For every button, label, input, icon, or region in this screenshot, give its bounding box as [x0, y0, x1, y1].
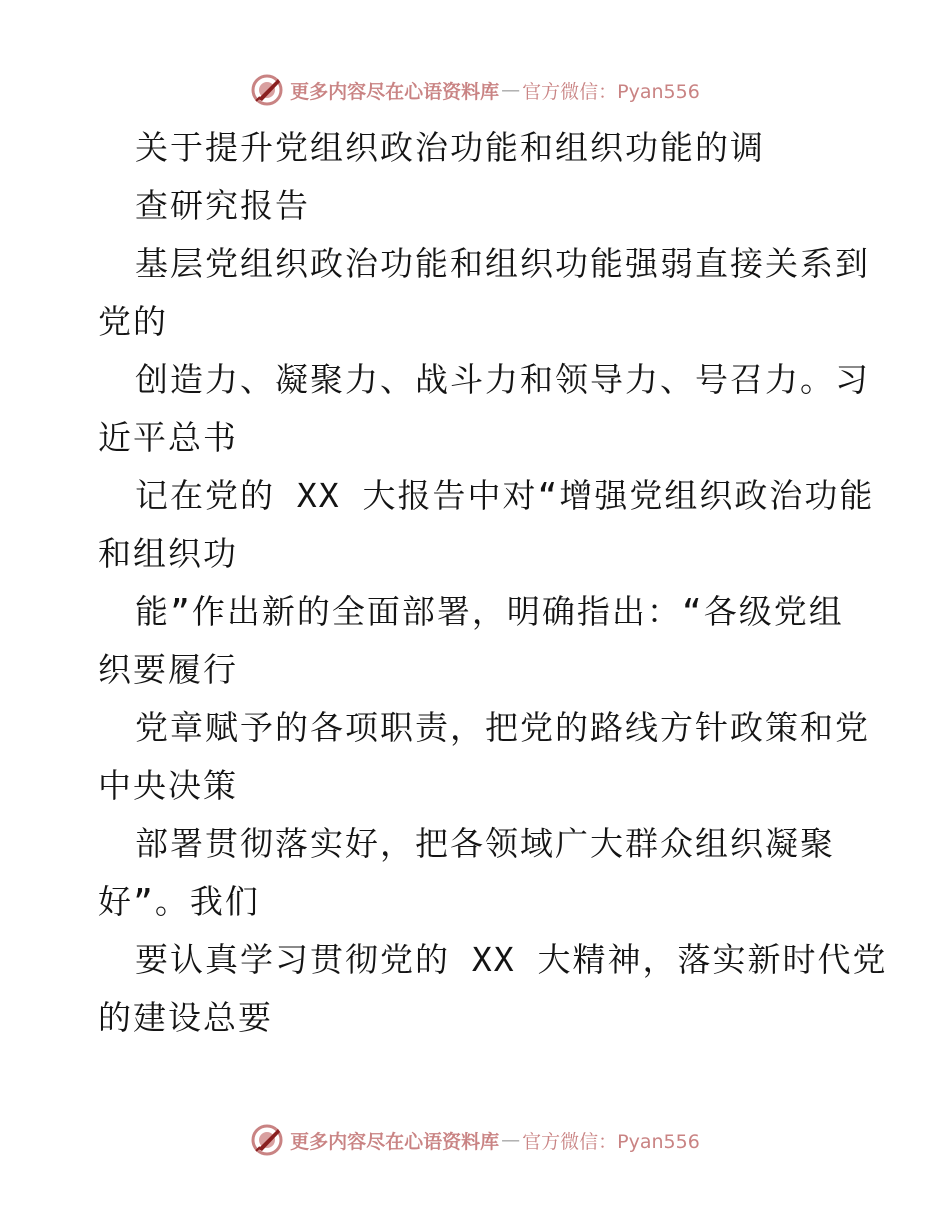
text-line: 织要履行: [98, 650, 238, 689]
text-line: 要认真学习贯彻党的 XX 大精神，落实新时代党: [135, 940, 888, 979]
quill-logo-icon: [250, 73, 284, 107]
text-line: 查研究报告: [135, 186, 310, 225]
quill-logo-icon: [250, 1123, 284, 1157]
text-line: 近平总书: [98, 418, 238, 457]
text-line: 部署贯彻落实好，把各领域广大群众组织凝聚: [135, 824, 835, 863]
text-line: 党章赋予的各项职责，把党的路线方针政策和党: [135, 708, 870, 747]
watermark-wechat-text: 官方微信：Pyan556: [522, 1130, 700, 1153]
text-line: 记在党的 XX 大报告中对“增强党组织政治功能: [135, 476, 875, 515]
watermark-dash: —: [501, 79, 521, 101]
text-line: 的建设总要: [98, 998, 273, 1037]
watermark-dash: —: [501, 1129, 521, 1151]
watermark-wechat-text: 官方微信：Pyan556: [522, 80, 700, 103]
watermark-main-text: 更多内容尽在心语资料库: [290, 80, 500, 103]
text-line: 好”。我们: [98, 882, 260, 921]
text-line: 创造力、凝聚力、战斗力和领导力、号召力。习: [135, 360, 870, 399]
text-line: 和组织功: [98, 534, 238, 573]
text-line: 党的: [98, 302, 168, 341]
text-line: 中央决策: [98, 766, 238, 805]
text-line: 关于提升党组织政治功能和组织功能的调: [135, 128, 765, 167]
text-line: 基层党组织政治功能和组织功能强弱直接关系到: [135, 244, 870, 283]
text-line: 能”作出新的全面部署，明确指出：“各级党组: [135, 592, 844, 631]
header-watermark: [0, 70, 950, 110]
watermark-main-text: 更多内容尽在心语资料库: [290, 1130, 500, 1153]
footer-watermark: [0, 1120, 950, 1160]
